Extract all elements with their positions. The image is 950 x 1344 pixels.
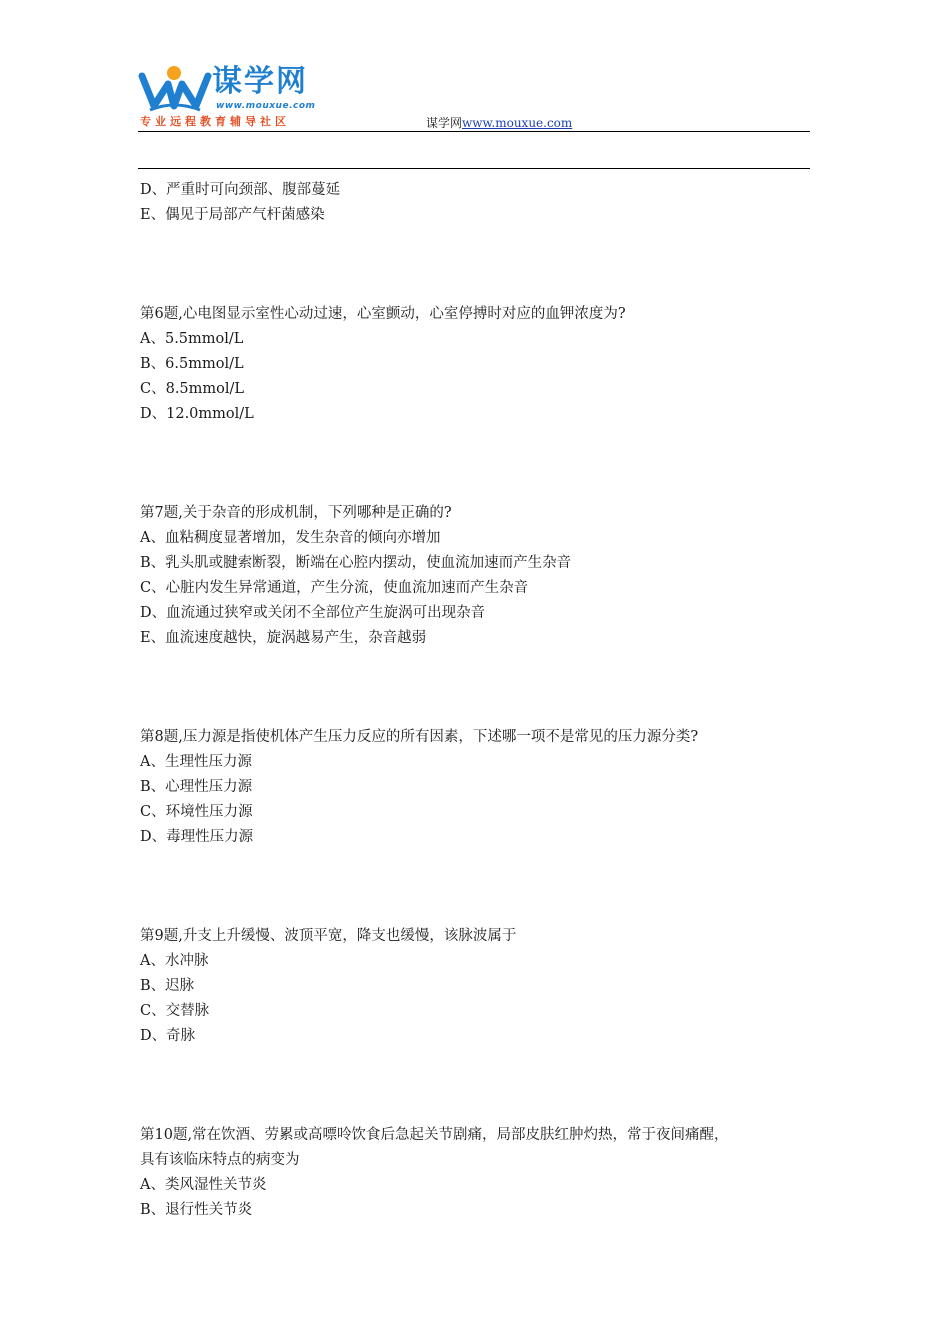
option-line: B、6.5mmol/L bbox=[140, 356, 244, 372]
question-6 bbox=[140, 302, 812, 427]
option-line: C、8.5mmol/L bbox=[140, 381, 245, 397]
option-line: B、心理性压力源 bbox=[140, 779, 253, 795]
question-8 bbox=[140, 725, 812, 850]
option-line: D、奇脉 bbox=[140, 1028, 196, 1044]
logo-slogan: 专业远程教育辅导社区 bbox=[140, 115, 290, 128]
question-7 bbox=[140, 501, 812, 651]
option-line: A、血粘稠度显著增加，发生杂音的倾向亦增加 bbox=[140, 530, 441, 546]
question-stem: 第8题,压力源是指使机体产生压力反应的所有因素，下述哪一项不是常见的压力源分类? bbox=[140, 729, 699, 745]
logo-book-icon bbox=[138, 64, 212, 114]
header-rule bbox=[138, 131, 810, 132]
question-stem: 第6题,心电图显示室性心动过速，心室颤动，心室停搏时对应的血钾浓度为? bbox=[140, 306, 626, 322]
option-line: D、严重时可向颈部、腹部蔓延 bbox=[140, 182, 341, 198]
option-line: D、12.0mmol/L bbox=[140, 406, 254, 422]
option-line: E、偶见于局部产气杆菌感染 bbox=[140, 207, 325, 223]
question-10 bbox=[140, 1123, 812, 1223]
option-line: B、乳头肌或腱索断裂，断端在心腔内摆动，使血流加速而产生杂音 bbox=[140, 555, 572, 571]
question-stem: 第10题,常在饮酒、劳累或高嘌呤饮食后急起关节剧痛，局部皮肤红肿灼热，常于夜间痛醒， bbox=[140, 1127, 729, 1143]
option-line: A、类风湿性关节炎 bbox=[140, 1177, 267, 1193]
question-stem: 第9题,升支上升缓慢、波顶平宽，降支也缓慢，该脉波属于 bbox=[140, 928, 517, 944]
option-line: C、交替脉 bbox=[140, 1003, 210, 1019]
logo-name: 谋学网 bbox=[212, 64, 308, 99]
option-line: C、心脏内发生异常通道，产生分流，使血流加速而产生杂音 bbox=[140, 580, 529, 596]
option-line: C、环境性压力源 bbox=[140, 804, 253, 820]
question-9 bbox=[140, 924, 812, 1049]
site-label: 谋学网 bbox=[426, 116, 463, 130]
logo-url: www.mouxue.com bbox=[216, 101, 316, 111]
option-line: E、血流速度越快，旋涡越易产生，杂音越弱 bbox=[140, 630, 427, 646]
page-header bbox=[0, 0, 950, 140]
question-content bbox=[140, 178, 812, 1223]
site-link[interactable]: www.mouxue.com bbox=[462, 116, 573, 130]
carryover-options bbox=[140, 178, 812, 228]
question-stem: 第7题,关于杂音的形成机制，下列哪种是正确的? bbox=[140, 505, 452, 521]
option-line: A、水冲脉 bbox=[140, 953, 209, 969]
option-line: D、血流通过狭窄或关闭不全部位产生旋涡可出现杂音 bbox=[140, 605, 486, 621]
option-line: A、5.5mmol/L bbox=[140, 331, 244, 347]
option-line: B、退行性关节炎 bbox=[140, 1202, 253, 1218]
option-line: B、迟脉 bbox=[140, 978, 195, 994]
option-line: A、生理性压力源 bbox=[140, 754, 252, 770]
option-line: D、毒理性压力源 bbox=[140, 829, 254, 845]
question-stem-continued: 具有该临床特点的病变为 bbox=[140, 1152, 300, 1168]
site-logo[interactable] bbox=[138, 64, 328, 130]
header-rule-lower bbox=[138, 168, 810, 169]
site-reference bbox=[426, 116, 572, 131]
